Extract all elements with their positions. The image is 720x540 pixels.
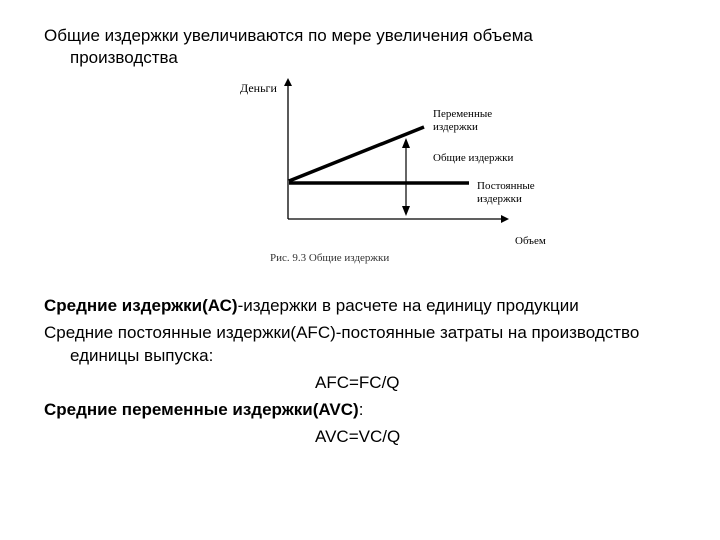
total-costs-line	[289, 127, 424, 181]
ac-description: -издержки в расчете на единицу продукции	[237, 296, 579, 315]
avc-term: Средние переменные издержки(AVC)	[44, 400, 359, 419]
fixed-costs-label-line-1: Постоянные	[477, 180, 535, 192]
variable-costs-label-line-2: издержки	[433, 121, 478, 133]
x-axis-label: Объем	[515, 235, 546, 247]
avc-formula: AVC=VC/Q	[315, 427, 401, 446]
heading-line-2: производства	[70, 48, 178, 67]
avc-definition	[44, 399, 363, 421]
total-costs-label: Общие издержки	[433, 152, 514, 164]
figure-caption: Рис. 9.3 Общие издержки	[270, 252, 390, 264]
heading-line-1: Общие издержки увеличиваются по мере увеличения объема	[44, 26, 533, 45]
cost-range-arrow-bottom	[402, 206, 410, 216]
afc-definition-line-1: Средние постоянные издержки(AFC)-постоянные затраты на производство	[44, 323, 640, 342]
cost-range-arrow-top	[402, 138, 410, 148]
ac-definition	[44, 295, 579, 317]
avc-colon: :	[358, 400, 364, 419]
ac-term: Средние издержки(АС)	[44, 296, 238, 315]
afc-definition-line-2: единицы выпуска:	[70, 346, 214, 365]
y-axis-label: Деньги	[240, 81, 277, 95]
fixed-costs-label-line-2: издержки	[477, 193, 522, 205]
variable-costs-label-line-1: Переменные	[433, 108, 493, 120]
afc-formula: AFC=FC/Q	[315, 373, 400, 392]
